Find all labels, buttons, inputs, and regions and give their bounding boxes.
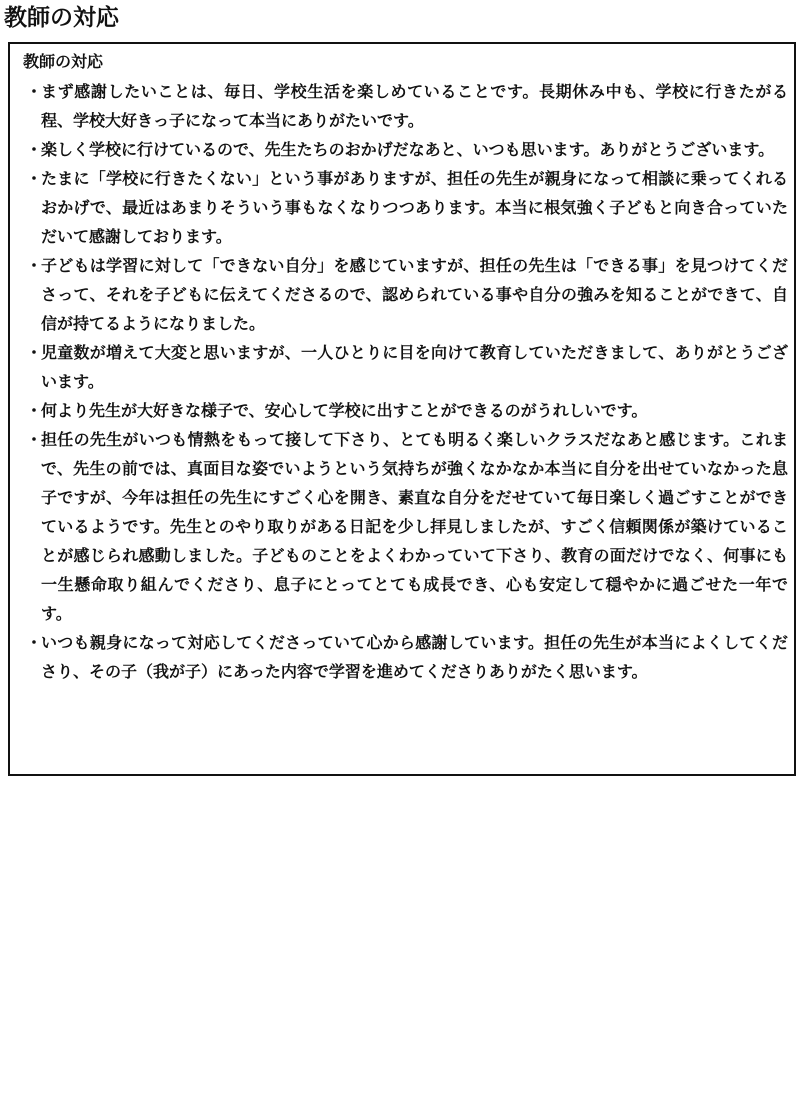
box-heading: 教師の対応 — [23, 52, 104, 71]
bullet-mark: ・ — [26, 140, 43, 159]
comment-text: いつも親身になって対応してくださっていて心から感謝しています。担任の先生が本当によくしてくださり、その子（我が子）にあった内容で学習を進めてくださりありがたく思います。 — [41, 633, 788, 681]
comment-item — [22, 396, 788, 425]
comment-item — [22, 77, 788, 135]
comment-item — [22, 628, 788, 686]
bullet-mark: ・ — [26, 633, 43, 652]
bullet-mark: ・ — [26, 430, 43, 449]
comment-item — [22, 135, 788, 164]
comment-list — [22, 77, 788, 686]
bullet-mark: ・ — [26, 401, 43, 420]
comment-item — [22, 164, 788, 251]
comment-item — [22, 338, 788, 396]
comment-text: 子どもは学習に対して「できない自分」を感じていますが、担任の先生は「できる事」を見つけてくださって、それを子どもに伝えてくださるので、認められている事や自分の強みを知ることができて、自信が持てるようになりました。 — [41, 256, 788, 333]
comment-item — [22, 425, 788, 628]
bullet-mark: ・ — [26, 343, 43, 362]
comment-text: 楽しく学校に行けているので、先生たちのおかげだなあと、いつも思います。ありがとうございます。 — [41, 140, 775, 159]
page-title: 教師の対応 — [4, 5, 119, 31]
bullet-mark: ・ — [26, 256, 43, 275]
comment-item — [22, 251, 788, 338]
comment-text: 何より先生が大好きな様子で、安心して学校に出すことができるのがうれしいです。 — [41, 401, 648, 420]
comment-text: 児童数が増えて大変と思いますが、一人ひとりに目を向けて教育していただきまして、ありがとうございます。 — [41, 343, 788, 391]
comment-text: 担任の先生がいつも情熱をもって接して下さり、とても明るく楽しいクラスだなあと感じます。これまで、先生の前では、真面目な姿でいようという気持ちが強くなかなか本当に自分を出せていなかった息子ですが、今年は担任の先生にすごく心を開き、素直な自分をだせていて毎日楽しく過ごすことができているようです。先生とのやり取りがある日記を少し拝見しましたが、すごく信頼関係が築けていることが感じられ感動しました。子どものことをよくわかっていて下さり、教育の面だけでなく、何事にも一生懸命取り組んでくださり、息子にとってとても成長でき、心も安定して穏やかに過ごせた一年です。 — [41, 430, 788, 623]
comment-text: まず感謝したいことは、毎日、学校生活を楽しめていることです。長期休み中も、学校に行きたがる程、学校大好きっ子になって本当にありがたいです。 — [41, 82, 788, 130]
bullet-mark: ・ — [26, 82, 43, 101]
comments-box — [8, 42, 796, 776]
comment-text: たまに「学校に行きたくない」という事がありますが、担任の先生が親身になって相談に乗ってくれるおかげで、最近はあまりそういう事もなくなりつつあります。本当に根気強く子どもと向き合っていただいて感謝しております。 — [41, 169, 788, 246]
bullet-mark: ・ — [26, 169, 43, 188]
